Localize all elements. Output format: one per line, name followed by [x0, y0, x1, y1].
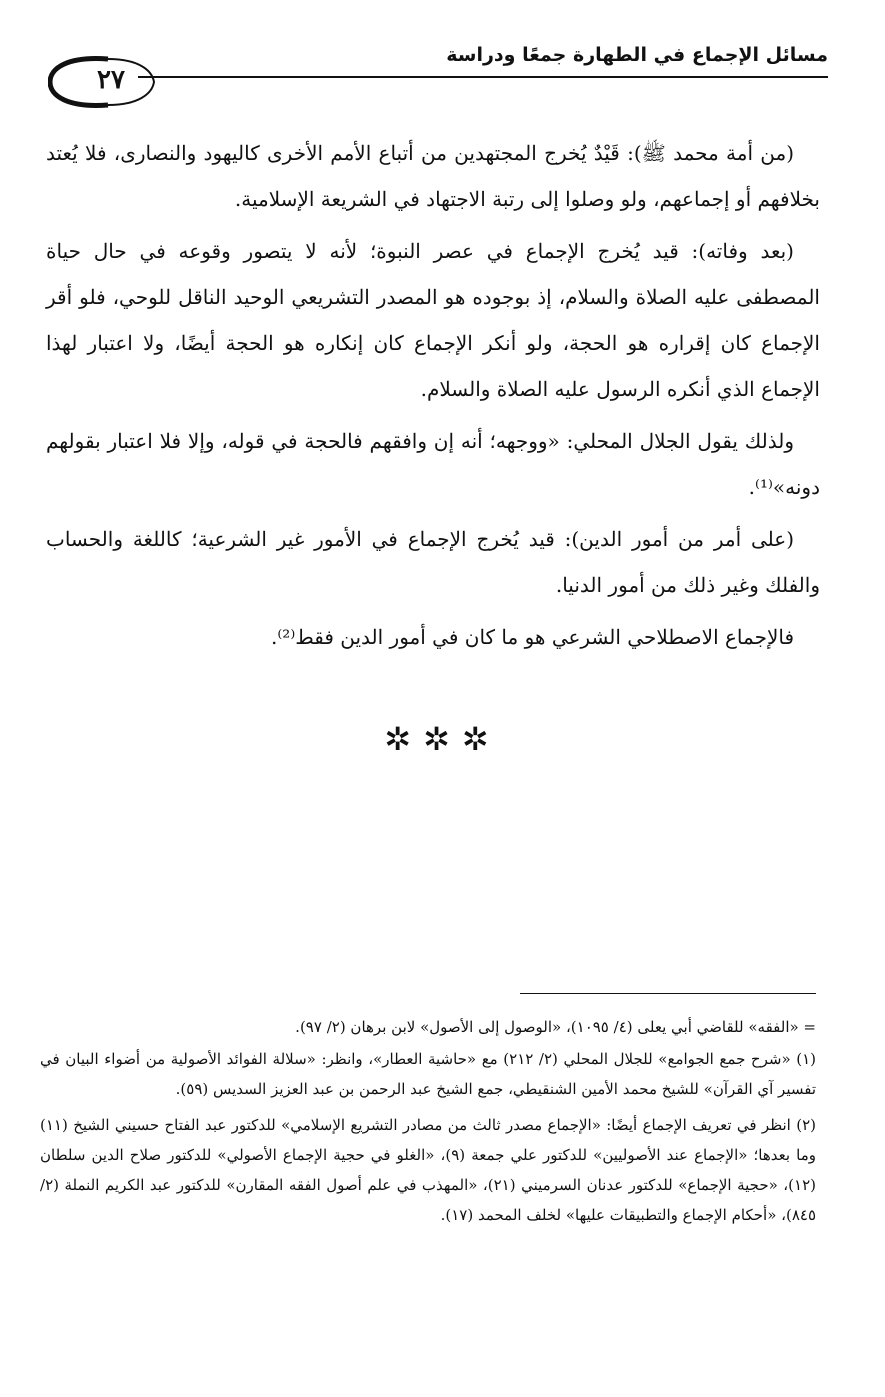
paragraph-after-death — [46, 228, 820, 412]
book-title: مسائل الإجماع في الطهارة جمعًا ودراسة — [446, 44, 828, 66]
footnote-rule — [520, 993, 816, 994]
footnote-2: (٢) انظر في تعريف الإجماع أيضًا: «الإجماع مصدر ثالث من مصادر التشريع الإسلامي» للدكتور عبد الفتاح حسيني الشيخ (١١) وما بعدها؛ «الإجماع عند الأصوليين» للدكتور علي جمعة (٩)، «الغلو في حجية الإجماع الأصولي» للدكتور صلاح الدين سلطان (١٢)، «حجية الإجماع» للدكتور عدنان السرميني (٢١)، «المهذب في علم أصول الفقه المقارن» للدكتور عبد الكريم النملة (٢/ ٨٤٥)، «أحكام الإجماع والتطبيقات عليها» لخلف المحمد (١٧). — [40, 1116, 816, 1224]
page-number-badge — [48, 56, 156, 108]
header-rule — [138, 76, 828, 78]
running-header — [38, 40, 828, 110]
footnote-continuation: = «الفقه» للقاضي أبي يعلى (٤/ ١٠٩٥)، «الوصول إلى الأصول» لابن برهان (٢/ ٩٧). — [295, 1018, 816, 1036]
paragraph-text: (على أمر من أمور الدين): قيد يُخرج الإجماع في الأمور غير الشرعية؛ كاللغة والحساب والفلك وغير ذلك من أمور الدنيا. — [46, 527, 820, 597]
main-text — [46, 130, 820, 666]
paragraph-religion — [46, 516, 820, 608]
paragraph-text: ولذلك يقول الجلال المحلي: «ووجهه؛ أنه إن وافقهم فالحجة في قوله، وإلا فلا اعتبار بقولهم دونه»⁽¹⁾. — [46, 429, 820, 499]
footnote-1: (١) «شرح جمع الجوامع» للجلال المحلي (٢/ ٢١٢) مع «حاشية العطار»، وانظر: «سلالة الفوائد الأصولية من أضواء البيان في تفسير آي القرآن» للشيخ محمد الأمين الشنقيطي، جمع الشيخ عبد الرحمن بن عبد العزيز السديس (٥٩). — [40, 1050, 816, 1098]
paragraph-text: فالإجماع الاصطلاحي الشرعي هو ما كان في أمور الدين فقط⁽²⁾. — [271, 625, 794, 649]
paragraph-conclusion — [46, 614, 820, 660]
paragraph-text: (من أمة محمد ﷺ): قَيْدٌ يُخرج المجتهدين من أتباع الأمم الأخرى كاليهود والنصارى، فلا يُعتد بخلافهم أو إجماعهم، ولو وصلوا إلى رتبة الاجتهاد في الشريعة الإسلامية. — [46, 141, 820, 211]
paragraph-mahalli-quote — [46, 418, 820, 510]
paragraph-ummah — [46, 130, 820, 222]
footnotes — [40, 1012, 816, 1236]
page-number: ٢٧ — [97, 65, 125, 95]
paragraph-text: (بعد وفاته): قيد يُخرج الإجماع في عصر النبوة؛ لأنه لا يتصور وقوعه في حال حياة المصطفى عليه الصلاة والسلام، إذ بوجوده هو المصدر التشريعي الوحيد الناقل للوحي، فلو أقر الإجماع كان إقراره هو الحجة، ولو أنكر الإجماع كان إنكاره هو الحجة أيضًا، ولا اعتبار لهذا الإجماع الذي أنكره الرسول عليه الصلاة والسلام. — [46, 239, 820, 401]
section-separator-stars: ✲✲✲ — [384, 720, 501, 758]
